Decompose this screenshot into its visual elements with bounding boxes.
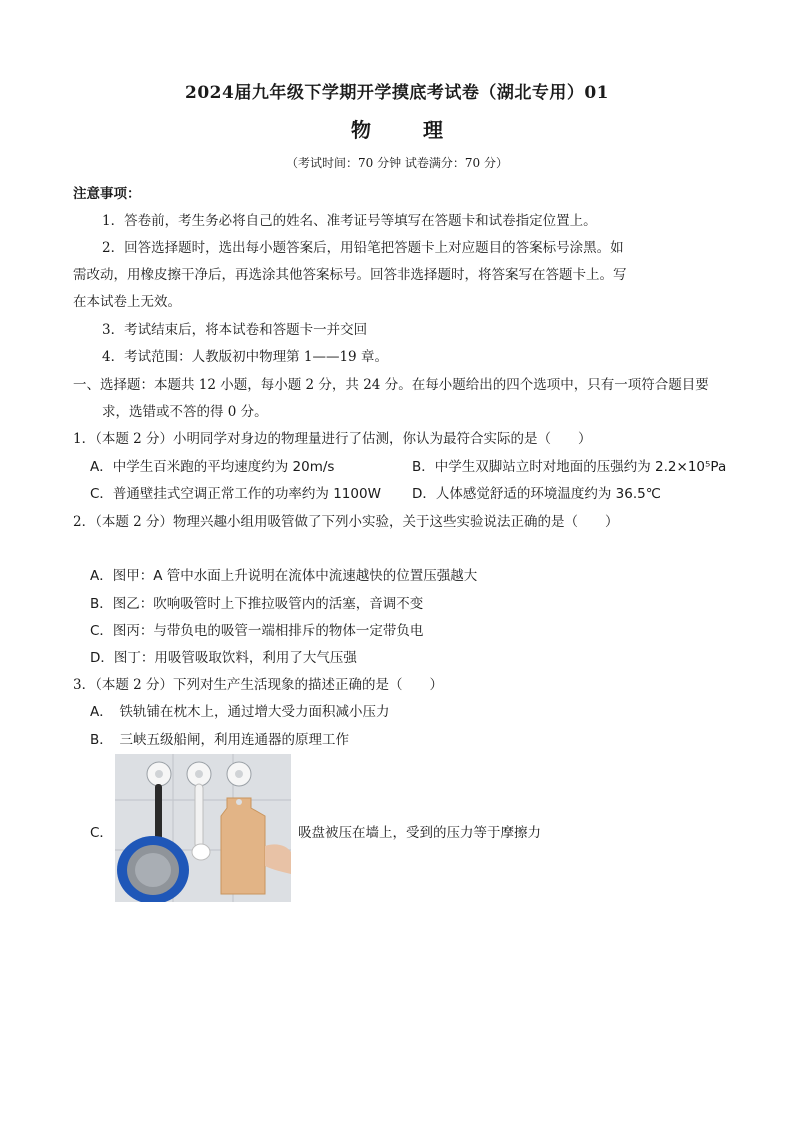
q2-option-a: A．图甲：A 管中水面上升说明在流体中流速越快的位置压强越大 (90, 568, 478, 584)
q3-option-c-label: C． (90, 825, 113, 841)
notes-item-1: 1．答卷前，考生务必将自己的姓名、准考证号等填写在答题卡和试卷指定位置上。 (102, 213, 597, 229)
q3-option-b: B． 三峡五级船闸，利用连通器的原理工作 (90, 732, 350, 748)
exam-title: 2024届九年级下学期开学摸底考试卷（湖北专用）01 (185, 83, 609, 103)
q2-stem: 2．（本题 2 分）物理兴趣小组用吸管做了下列小实验，关于这些实验说法正确的是（ ） (73, 514, 619, 530)
q3-option-a: A． 铁轨铺在枕木上，通过增大受力面积减小压力 (90, 704, 390, 720)
q2-option-d: D．图丁：用吸管吸取饮料，利用了大气压强 (90, 650, 357, 666)
notes-heading: 注意事项： (73, 186, 141, 202)
q3-stem: 3．（本题 2 分）下列对生产生活现象的描述正确的是（ ） (73, 677, 444, 693)
section-1-line-2: 求，选错或不答的得 0 分。 (102, 404, 268, 420)
q2-option-b: B．图乙：吹响吸管时上下推拉吸管内的活塞，音调不变 (90, 596, 424, 612)
q1-option-a: A．中学生百米跑的平均速度约为 20m/s (90, 459, 335, 475)
q1-option-d: D．人体感觉舒适的环境温度约为 36.5℃ (412, 486, 661, 502)
q1-option-c: C．普通壁挂式空调正常工作的功率约为 1100W (90, 486, 381, 502)
notes-item-2-line-2: 需改动，用橡皮擦干净后，再选涂其他答案标号。回答非选择题时，将答案写在答题卡上。写 (73, 267, 627, 283)
notes-item-2-line-1: 2．回答选择题时，选出每小题答案后，用铅笔把答题卡上对应题目的答案标号涂黑。如 (102, 240, 624, 256)
subject-title: 物理 (351, 118, 495, 142)
notes-item-3: 3．考试结束后，将本试卷和答题卡一并交回 (102, 322, 368, 338)
q2-option-c: C．图丙：与带负电的吸管一端相排斥的物体一定带负电 (90, 623, 424, 639)
notes-item-4: 4．考试范围：人教版初中物理第 1——19 章。 (102, 349, 388, 365)
q1-stem: 1．（本题 2 分）小明同学对身边的物理量进行了估测，你认为最符合实际的是（ ） (73, 431, 592, 447)
section-1-line-1: 一、选择题：本题共 12 小题，每小题 2 分，共 24 分。在每小题给出的四个选项中，只有一项符合题目要 (73, 377, 709, 393)
exam-info: （考试时间：70 分钟 试卷满分：70 分） (286, 156, 508, 170)
notes-item-2-line-3: 在本试卷上无效。 (73, 294, 181, 310)
q3-option-c-text: 吸盘被压在墙上，受到的压力等于摩擦力 (298, 825, 541, 841)
q1-option-b: B．中学生双脚站立时对地面的压强约为 2.2×10⁵Pa (412, 459, 727, 475)
suction-cup-hooks-photo (115, 754, 291, 902)
